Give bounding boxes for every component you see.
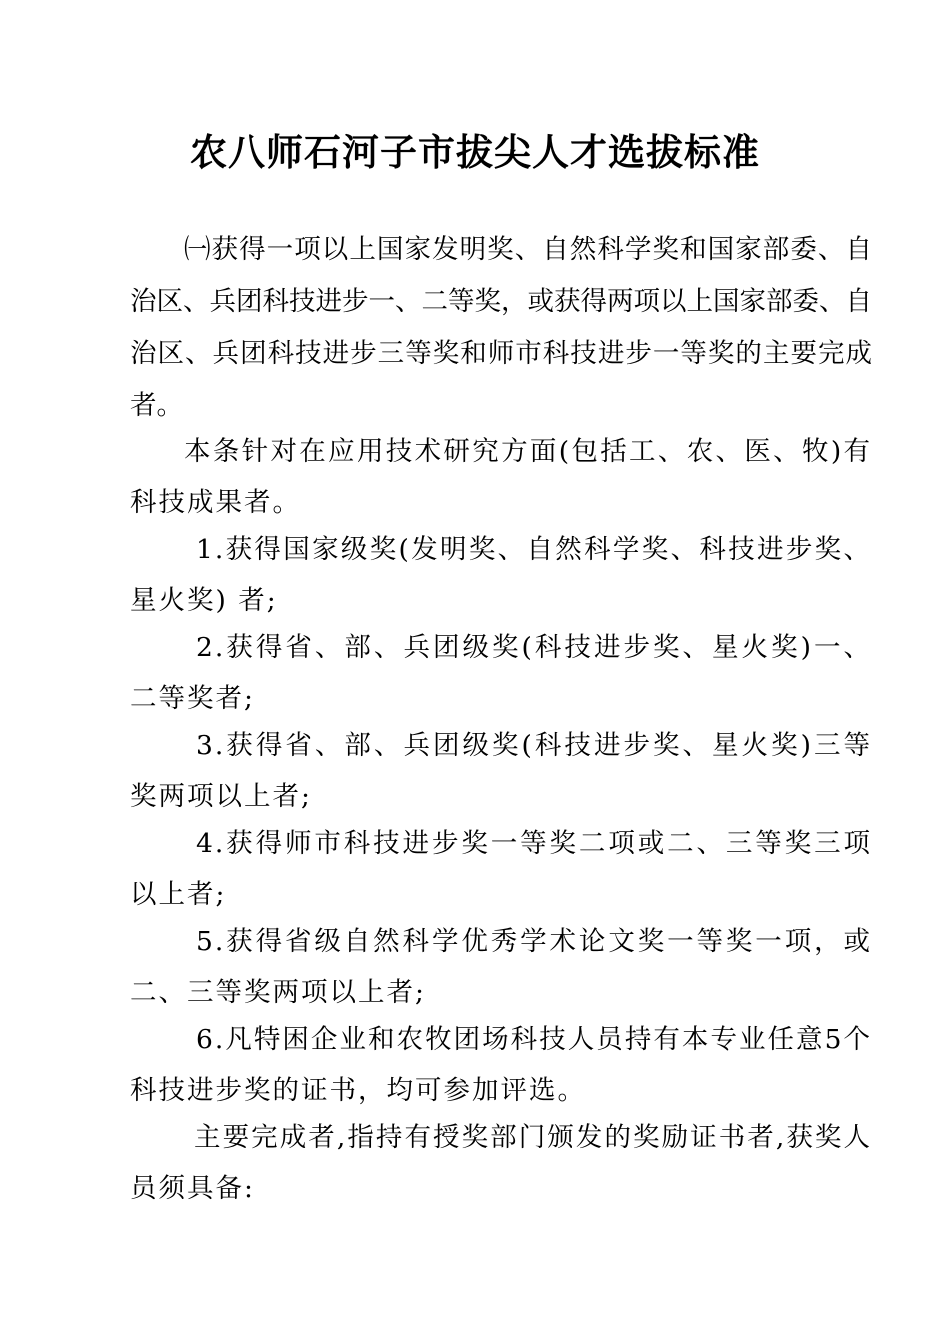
page-title: 农八师石河子市拔尖人才选拔标准 bbox=[190, 130, 760, 174]
paragraph-8: 6.凡特困企业和农牧团场科技人员持有本专业任意5个科技进步奖的证书，均可参加评选。 bbox=[130, 1024, 872, 1106]
paragraph-4: 2.获得省、部、兵团级奖(科技进步奖、星火奖)一、二等奖者; bbox=[130, 632, 872, 714]
paragraph-7: 5.获得省级自然科学优秀学术论文奖一等奖一项，或二、三等奖两项以上者; bbox=[130, 926, 872, 1008]
paragraph-1: ㈠获得一项以上国家发明奖、自然科学奖和国家部委、自治区、兵团科技进步一、二等奖，或获得两项以上国家部委、自治区、兵团科技进步三等奖和师市科技进步一等奖的主要完成者。 bbox=[130, 234, 872, 421]
paragraph-6: 4.获得师市科技进步奖一等奖二项或二、三等奖三项以上者; bbox=[130, 828, 872, 910]
paragraph-5: 3.获得省、部、兵团级奖(科技进步奖、星火奖)三等奖两项以上者; bbox=[130, 730, 872, 812]
paragraph-3: 1.获得国家级奖(发明奖、自然科学奖、科技进步奖、星火奖) 者; bbox=[130, 534, 872, 616]
paragraph-2: 本条针对在应用技术研究方面(包括工、农、医、牧)有科技成果者。 bbox=[130, 436, 872, 518]
paragraph-9: 主要完成者,指持有授奖部门颁发的奖励证书者,获奖人员须具备: bbox=[130, 1122, 872, 1204]
